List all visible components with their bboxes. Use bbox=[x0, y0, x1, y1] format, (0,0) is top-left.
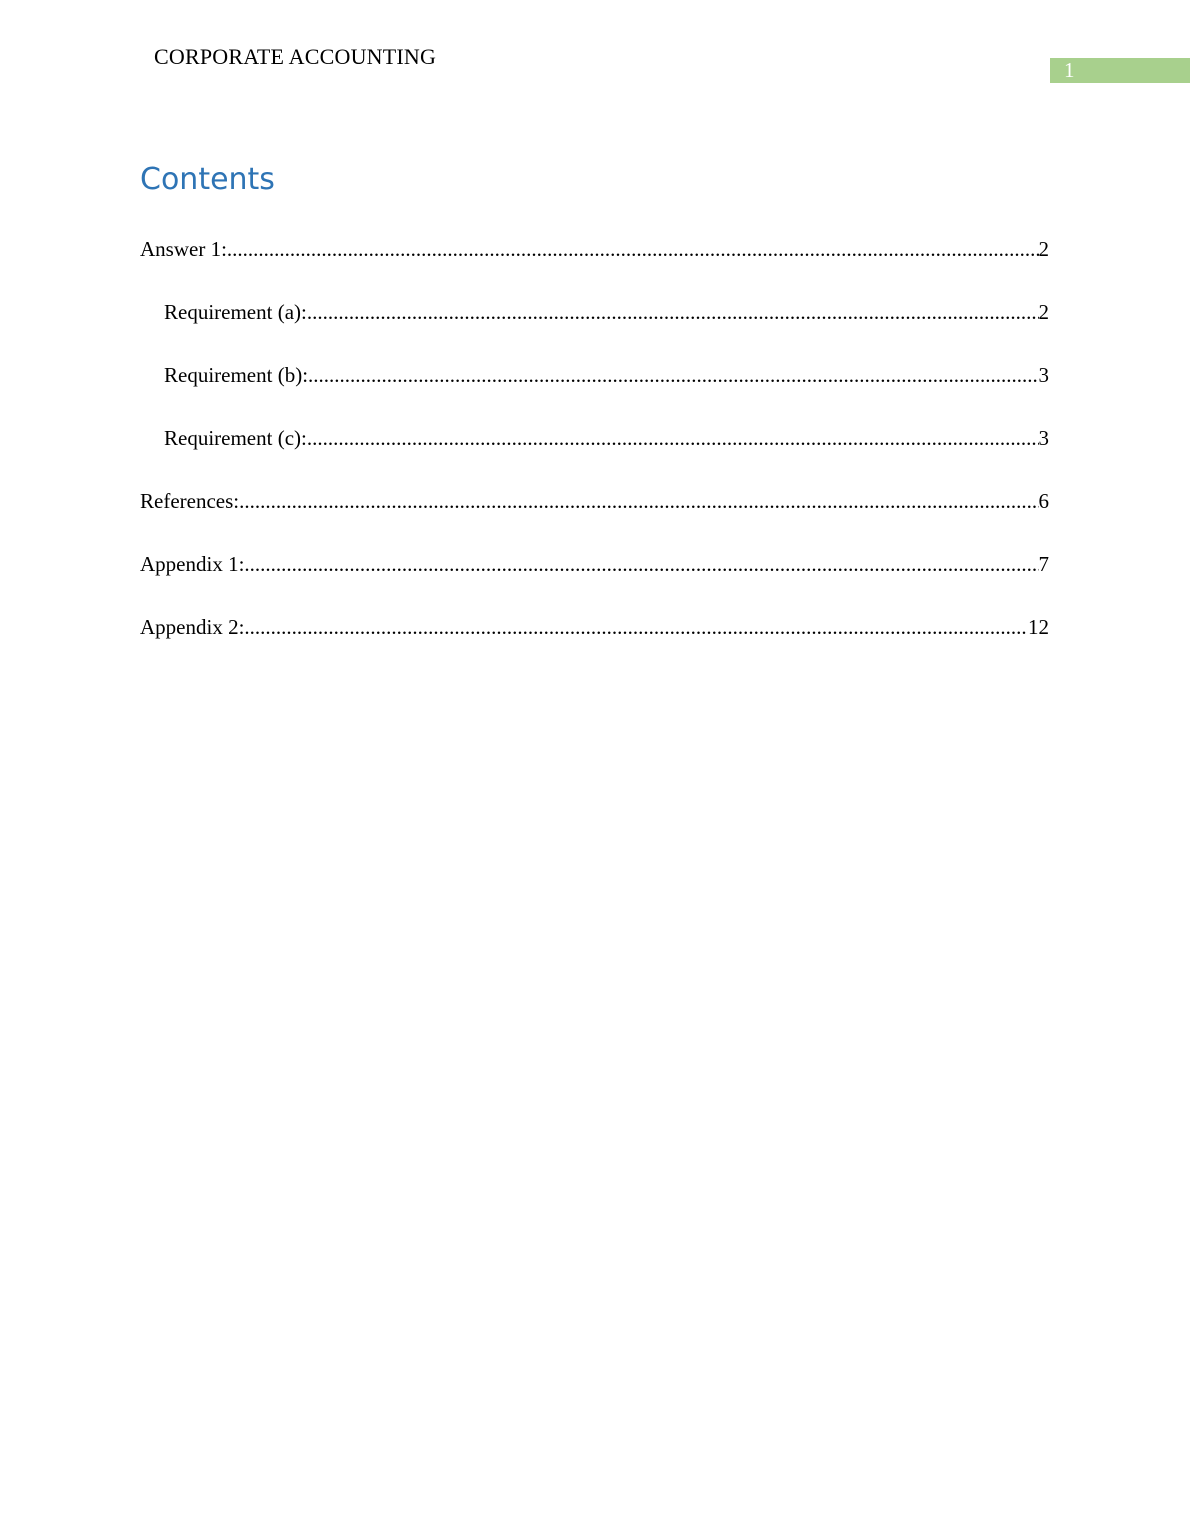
toc-entry-label: Appendix 2: bbox=[140, 615, 245, 639]
running-header-title: CORPORATE ACCOUNTING bbox=[154, 44, 437, 69]
toc-entry-label: Requirement (a): bbox=[164, 300, 307, 324]
toc-entry-references[interactable] bbox=[140, 486, 1049, 516]
toc-entry-page: 12 bbox=[1028, 615, 1049, 639]
toc-entry-page: 2 bbox=[1038, 237, 1049, 261]
toc-entry-page: 3 bbox=[1038, 363, 1049, 387]
toc-dot-leader bbox=[307, 297, 1039, 327]
toc-entry-page: 3 bbox=[1038, 426, 1049, 450]
toc-entry-label: Requirement (b): bbox=[164, 363, 309, 387]
table-of-contents bbox=[140, 234, 1049, 675]
toc-entry-label: References: bbox=[140, 489, 240, 513]
toc-entry-requirement-c[interactable] bbox=[140, 423, 1049, 453]
toc-dot-leader bbox=[239, 486, 1038, 516]
toc-entry-appendix-1[interactable] bbox=[140, 549, 1049, 579]
toc-entry-appendix-2[interactable] bbox=[140, 612, 1049, 642]
toc-entry-answer-1[interactable] bbox=[140, 234, 1049, 264]
toc-entry-page: 6 bbox=[1038, 489, 1049, 513]
toc-entry-requirement-a[interactable] bbox=[140, 297, 1049, 327]
toc-entry-requirement-b[interactable] bbox=[140, 360, 1049, 390]
page-number-badge bbox=[1050, 58, 1190, 83]
toc-entry-page: 2 bbox=[1038, 300, 1049, 324]
toc-entry-label: Requirement (c): bbox=[164, 426, 307, 450]
toc-dot-leader bbox=[244, 549, 1038, 579]
toc-entry-page: 7 bbox=[1038, 552, 1049, 576]
toc-dot-leader bbox=[244, 612, 1028, 642]
toc-dot-leader bbox=[307, 423, 1039, 453]
toc-entry-label: Appendix 1: bbox=[140, 552, 245, 576]
toc-dot-leader bbox=[227, 234, 1039, 264]
toc-heading: Contents bbox=[140, 162, 275, 197]
page-number: 1 bbox=[1064, 58, 1075, 82]
toc-entry-label: Answer 1: bbox=[140, 237, 227, 261]
toc-dot-leader bbox=[308, 360, 1038, 390]
